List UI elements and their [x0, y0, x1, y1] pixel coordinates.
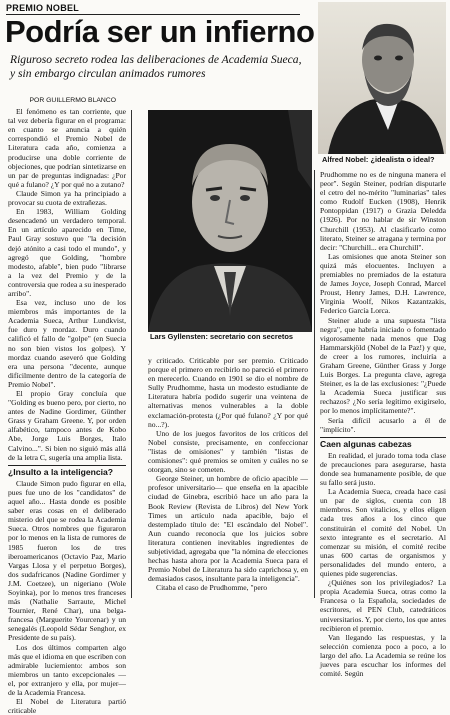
byline: POR GUILLERMO BLANCO [29, 97, 116, 104]
col3-paragraph: Sería difícil acusarlo a él de "implícito". [320, 415, 446, 434]
column-1 [8, 96, 126, 715]
col1-paragraph: Claude Simon pudo figurar en ella, pues fue uno de los "candidatos" de aquel año... Hasta donde es posible saber eras cosas en el deliberado misterio del que se rodea la Academia Sueca. Otros nombres que figuraron por lo menos en la lista de rumores de 1985 fueron los de tres iberoamericanos (Octavio Paz, Mario Vargas Llosa y el perpetuo Borges), dos sudafricanos (Nadine Gordimer y J.M. Coetzee), un nigeriano (Wole Soyinka), por lo menos tres franceses más (Nathalie Sarraute, Michel Tournier, René Char), una belga-francesa (Marguerite Yourcenar) y un senegalés (Leopold Sédar Senghor, ex Presidente de su país). [8, 478, 126, 643]
column-2 [148, 356, 308, 598]
col3-paragraph: Las omisiones que anota Steiner son quizá más elocuentes. Incluyen a premiables no premiados de la estatura de James Joyce, Joseph Conrad, Marcel Proust, Henry James, D.H. Lawrence, Virginia Woolf, Nikos Kazantzakis, Federico García Lorca. [320, 251, 446, 316]
deck: Riguroso secreto rodea las deliberaciones de Academia Sueca, y sin embargo circulan animados rumores [10, 53, 302, 80]
col2-paragraph: Citaba el caso de Prudhomme, "pero [156, 583, 268, 593]
column-3 [320, 170, 446, 679]
col1-paragraph: Claude Simon ya ha principiado a provocar su cuota de extrañezas. [8, 188, 126, 208]
headline: Podría ser un infierno [5, 14, 315, 49]
col3-paragraph: ¿Quiénes son los privilegiados? La propia Academia Sueca, otras como la Francesa o la Española, sociedades de escritores, el PEN Club, catedráticos universitarios. Y, por cierto, los que antes recibieron el premio. [320, 578, 446, 633]
col2-paragraph: Uno de los juegos favoritos de los críticos del Nobel consiste, precisamente, en confeccionar "listas de omisiones" y también "listas de comisiones": qué premios se omiten y cuáles no se otorgan, sino se cometen. [148, 428, 308, 475]
portrait-gyllensten-image [148, 110, 312, 332]
caption-lars-gyllensten: Lars Gyllensten: secretario con secretos [150, 332, 293, 341]
photo-alfred-nobel [318, 2, 446, 154]
col1-paragraph: En 1983, William Golding desencadenó un verdadero temporal. En un artículo aparecido en Time, Paul Gray sostuvo que "la decisión dejó atónito a casi todo el mundo", y agregó que Golding, "hombre modesto, afable", bien pudo "librarse a la vez del Premio y de la controversia que rodea a su inesperado arribo". [8, 207, 126, 298]
col3-paragraph: En realidad, el jurado toma toda clase de precauciones para asegurarse, hasta donde sea humanamente posible, de que su fallo será justo. [320, 450, 446, 488]
col1-paragraph: El Nobel de Literatura partió criticable [8, 697, 126, 715]
col3-paragraph: Van llegando las respuestas, y la selección comienza poco a poco, a lo largo del año. La Academia se reúne los jueves para escuchar los informes del comité. Según [320, 632, 446, 679]
photo-lars-gyllensten [148, 110, 312, 332]
caption-alfred-nobel: Alfred Nobel: ¿idealista o ideal? [322, 155, 435, 164]
col1-paragraph: Esa vez, incluso uno de los miembros más importantes de la Academia Sueca, Arthur Lundkvist, fue duro y mordaz. Duro cuando calificó el fallo de "golpe" (en Suecia no son bien vistos los golpes). Y mordaz cuando aseveró que Golding era una persona "decente, aunque difícilmente dentro de la categoría de Premio Nobel". [8, 298, 126, 389]
col3-paragraph: Steiner alude a una supuesta "lista negra", que habría iniciado o fomentado vigorosamente nada menos que Dag Hammarskjöld (Nobel de la Paz!) y que, de creer a los rumores, incluiría a Graham Greene, Günther Grass y Jorge Luis Borges. La pregunta clave, agrega Steiner, es la de las exclusiones: "¿Puede la Academia Sueca justificar sus rechazos? ¿No sería legítimo exigírselo, por lo menos implícitamente?". [320, 315, 446, 416]
column-separator [314, 170, 315, 598]
section-label: PREMIO NOBEL [6, 3, 80, 13]
col3-paragraph: Prudhomme no es de ninguna manera el peor". Según Steiner, podrían disputarle el cetro del no-mérito "luminarias" tales como Rudolf Eucken (1908), Henrik Pontoppidan (1917) o Grazia Deledda (1926). Por no hablar de sir Winston Churchill (1953). Al clasificarlo como literato, Steiner se atragana y termina por decir: "Churchill... era Churchill". [320, 170, 446, 252]
subhead-caen-cabezas: Caen algunas cabezas [320, 437, 446, 449]
col2-paragraph: y criticado. Criticable por ser premio. Criticado porque el primero en recibirlo no pareció el primero en merecerlo. Cuando en 1901 se dio el nombre de Sully Prudhomme, hasta un modesto estudiante de Literatura habría podido sugerir una veintena de alternativas menos vulnerables a la doble exclamación-protesta (¿Por qué fulano? ¿Y por qué no...?). [148, 356, 308, 429]
subhead-insulto: ¿Insulto a la inteligencia? [8, 465, 126, 477]
portrait-nobel-image [318, 2, 446, 154]
col1-paragraph: Los dos últimos comparten algo más que el idioma en que escriben con admirable luciemiento: ambos son miembros un tanto excepcionales —el, por extranjero y ella, por mujer— de la Academia Francesa. [8, 642, 126, 697]
col1-paragraph: El propio Gray concluía que "Golding es bueno pero, por cierto, no antes de Nadine Gordimer, Günther Grass y Graham Greene. Y, por orden alfabético, tampoco antes de Kobo Abe, Jorge Luis Borges, Italo Calvino...". Si bien no siguió más allá de la letra C, sugería una amplia lista. [8, 389, 126, 462]
col3-paragraph: La Academia Sueca, creada hace casi un par de siglos, cuenta con 18 miembros. Son vitalicios, y ellos eligen cada tres años a los cinco que constituirán el comité del Nobel. Un sexto integrante es el secretario. Al comenzar su misión, el comité recibe unas 600 cartas de organismos y personalidades del mundo entero, a quienes pide sugerencias. [320, 487, 446, 579]
col1-paragraph: El fenómeno es tan corriente, que tal vez debería figurar en el programa: en cuanto se anuncia a quién correspondió el Premio Nobel de Literatura cada año, comienza a producirse una doble corriente de objeciones, que podrían sintetizarse en un par de preguntas indignadas: ¿Por qué a fulano? ¿Y por qué no a zutano? [8, 107, 126, 189]
col2-paragraph: George Steiner, un hombre de oficio apacible —profesor universitario— que enseña en la apacible ciudad de Ginebra, escribió hace un año para la Book Review (Revista de Libros) del New York Times un artículo nada apacible, bajo el destemplado título de: "El escándalo del Nobel". Aun cuando reconocía que los juicios sobre literatura contienen inevitables ingredientes de subjetividad, agregaba que "la nómina de elecciones hechas hasta ahora por la Academia Sueca para el Premio Nobel de Literatura ha sido caprichosa y, en demasiados casos, insultante para la inteligencia". [148, 474, 308, 584]
column-separator [131, 110, 132, 598]
